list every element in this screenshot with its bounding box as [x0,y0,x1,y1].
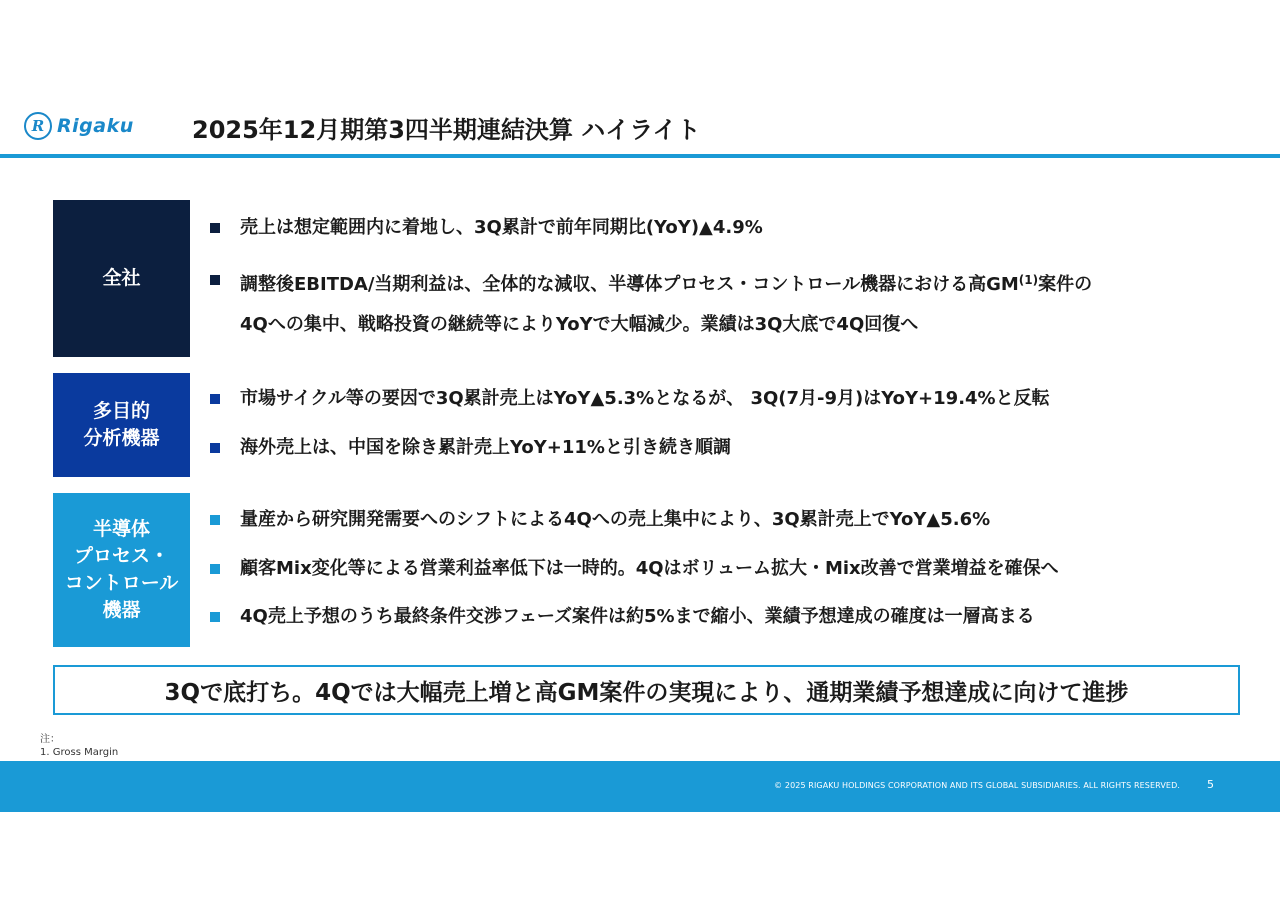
square-bullet-icon [210,394,220,404]
bullet-text: 海外売上は、中国を除き累計売上YoY+11%と引き続き順調 [240,437,731,458]
bullet-item [210,379,1270,419]
page-number: 5 [1207,778,1214,791]
section-label-line: 多目的 [92,400,150,422]
square-bullet-icon [210,612,220,622]
bullet-item [210,260,1270,345]
section-semiconductor-process-control [53,493,1253,647]
section-label-line: 分析機器 [83,427,160,449]
bullet-text: 顧客Mix変化等による営業利益率低下は一時的。4Qはボリューム拡大・Mix改善で営業増益を確保へ [240,558,1059,579]
bullet-item [210,500,1270,540]
header-divider [0,154,1280,158]
section-multipurpose-analyzers [53,373,1253,477]
bullet-text: 量産から研究開発需要へのシフトによる4Qへの売上集中により、3Q累計売上でYoY▲5.6% [240,509,991,530]
bullet-text: 4Q売上予想のうち最終条件交渉フェーズ案件は約5%まで縮小、業績予想達成の確度は一層高まる [240,606,1035,627]
bullet-text: 売上は想定範囲内に着地し、3Q累計で前年同期比(YoY)▲4.9% [240,217,763,238]
rigaku-logo-text: Rigaku [57,115,134,137]
bullet-text-part: 案件の [1038,274,1093,295]
footnote-heading: 注： [40,734,60,745]
bullet-text-part: 調整後EBITDA/当期利益は、全体的な減収、半導体プロセス・コントロール機器における高GM [240,274,1019,295]
slide-footer [0,761,1280,812]
slide-title: 2025年12月期第3四半期連結決算 ハイライト [192,116,701,144]
footnote-item: 1. Gross Margin [40,747,119,758]
section-label [53,493,190,647]
section-label-line: 機器 [102,599,141,621]
square-bullet-icon [210,223,220,233]
bullet-text [240,260,1270,345]
bullet-text-part: 4Qへの集中、戦略投資の継続等によりYoYで大幅減少。業績は3Q大底で4Q回復へ [240,314,919,335]
copyright-notice: © 2025 RIGAKU HOLDINGS CORPORATION AND ITS GLOBAL SUBSIDIARIES. ALL RIGHTS RESERVED. [774,781,1180,790]
footnote-marker: (1) [1018,273,1039,287]
section-label-line: 半導体 [92,518,150,540]
slide-header [0,108,1280,156]
section-label-line: プロセス・ [73,545,169,567]
section-label [53,200,190,357]
square-bullet-icon [210,515,220,525]
section-company-wide [53,200,1253,357]
square-bullet-icon [210,275,220,285]
bullet-item [210,597,1270,637]
footnotes [40,733,118,759]
conclusion-banner: 3Qで底打ち。4Qでは大幅売上増と高GM案件の実現により、通期業績予想達成に向けて進捗 [53,665,1240,715]
section-label-line: 全社 [102,267,141,289]
bullet-item [210,428,1270,468]
square-bullet-icon [210,564,220,574]
rigaku-logo-icon: R [24,112,52,140]
square-bullet-icon [210,443,220,453]
bullet-text: 市場サイクル等の要因で3Q累計売上はYoY▲5.3%となるが、 3Q(7月-9月)はYoY+19.4%と反転 [240,388,1050,409]
section-label-line: コントロール [64,572,179,594]
bullet-item [210,208,1270,248]
section-label [53,373,190,477]
rigaku-logo [24,112,134,140]
bullet-item [210,549,1270,589]
